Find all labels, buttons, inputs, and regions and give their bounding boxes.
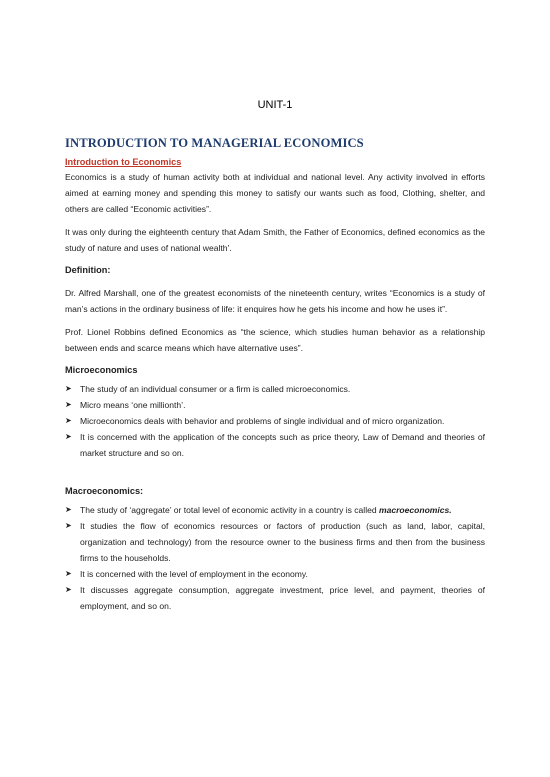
macro-heading: Macroeconomics: — [65, 486, 144, 496]
list-item — [65, 413, 485, 429]
list-item-text: It discusses aggregate consumption, aggregate investment, price level, and payment, theories of employment, and so on. — [80, 585, 485, 611]
arrow-bullet-icon: ➤ — [65, 416, 72, 425]
macro-list — [65, 502, 485, 614]
intro-paragraph-1: Economics is a study of human activity both at individual and national level. Any activity involved in efforts aimed at earning money and spending this money to satisfy our wants such as food, Clothing, shelter, and others are called “Economic activities”. — [65, 172, 485, 214]
list-item-text: The study of an individual consumer or a firm is called microeconomics. — [80, 384, 351, 394]
list-item — [65, 429, 485, 461]
list-item — [65, 582, 485, 614]
list-item — [65, 381, 485, 397]
emphasis-term: macroeconomics. — [378, 505, 452, 515]
list-item — [65, 502, 485, 518]
definition-paragraph-1: Dr. Alfred Marshall, one of the greatest economists of the nineteenth century, writes “Economics is a study of man’s actions in the ordinary business of life: it enquires how he gets his income and how he uses it”. — [65, 288, 485, 314]
unit-label: UNIT-1 — [257, 99, 293, 111]
micro-heading: Microeconomics — [65, 365, 138, 375]
list-item — [65, 397, 485, 413]
arrow-bullet-icon: ➤ — [65, 400, 72, 409]
list-item-text: Micro means ‘one millionth’. — [80, 400, 186, 410]
list-item — [65, 518, 485, 566]
list-item — [65, 566, 485, 582]
micro-list — [65, 381, 485, 461]
list-item-text: It studies the flow of economics resources or factors of production (such as land, labor, capital, organization and technology) from the resource owner to the business firms and then from the business firms to the households. — [80, 521, 485, 563]
document-body — [65, 155, 485, 614]
arrow-bullet-icon: ➤ — [65, 505, 72, 514]
arrow-bullet-icon: ➤ — [65, 384, 72, 393]
list-item-text: Microeconomics deals with behavior and problems of single individual and of micro organization. — [80, 416, 445, 426]
list-item-text: It is concerned with the application of the concepts such as price theory, Law of Demand and theories of market structure and so on. — [80, 432, 485, 458]
page-title: INTRODUCTION TO MANAGERIAL ECONOMICS — [65, 136, 364, 150]
arrow-bullet-icon: ➤ — [65, 585, 72, 594]
arrow-bullet-icon: ➤ — [65, 432, 72, 441]
definition-heading: Definition: — [65, 265, 111, 275]
arrow-bullet-icon: ➤ — [65, 569, 72, 578]
intro-paragraph-2: It was only during the eighteenth century that Adam Smith, the Father of Economics, defined economics as the study of nature and uses of national wealth’. — [65, 227, 485, 253]
section-subheading: Introduction to Economics — [65, 157, 182, 167]
definition-paragraph-2: Prof. Lionel Robbins defined Economics as “the science, which studies human behavior as a relationship between ends and scarce means which have alternative uses”. — [65, 327, 485, 353]
list-item-text: The study of ‘aggregate’ or total level of economic activity in a country is called — [80, 505, 379, 515]
arrow-bullet-icon: ➤ — [65, 521, 72, 530]
list-item-text: It is concerned with the level of employment in the economy. — [80, 569, 308, 579]
